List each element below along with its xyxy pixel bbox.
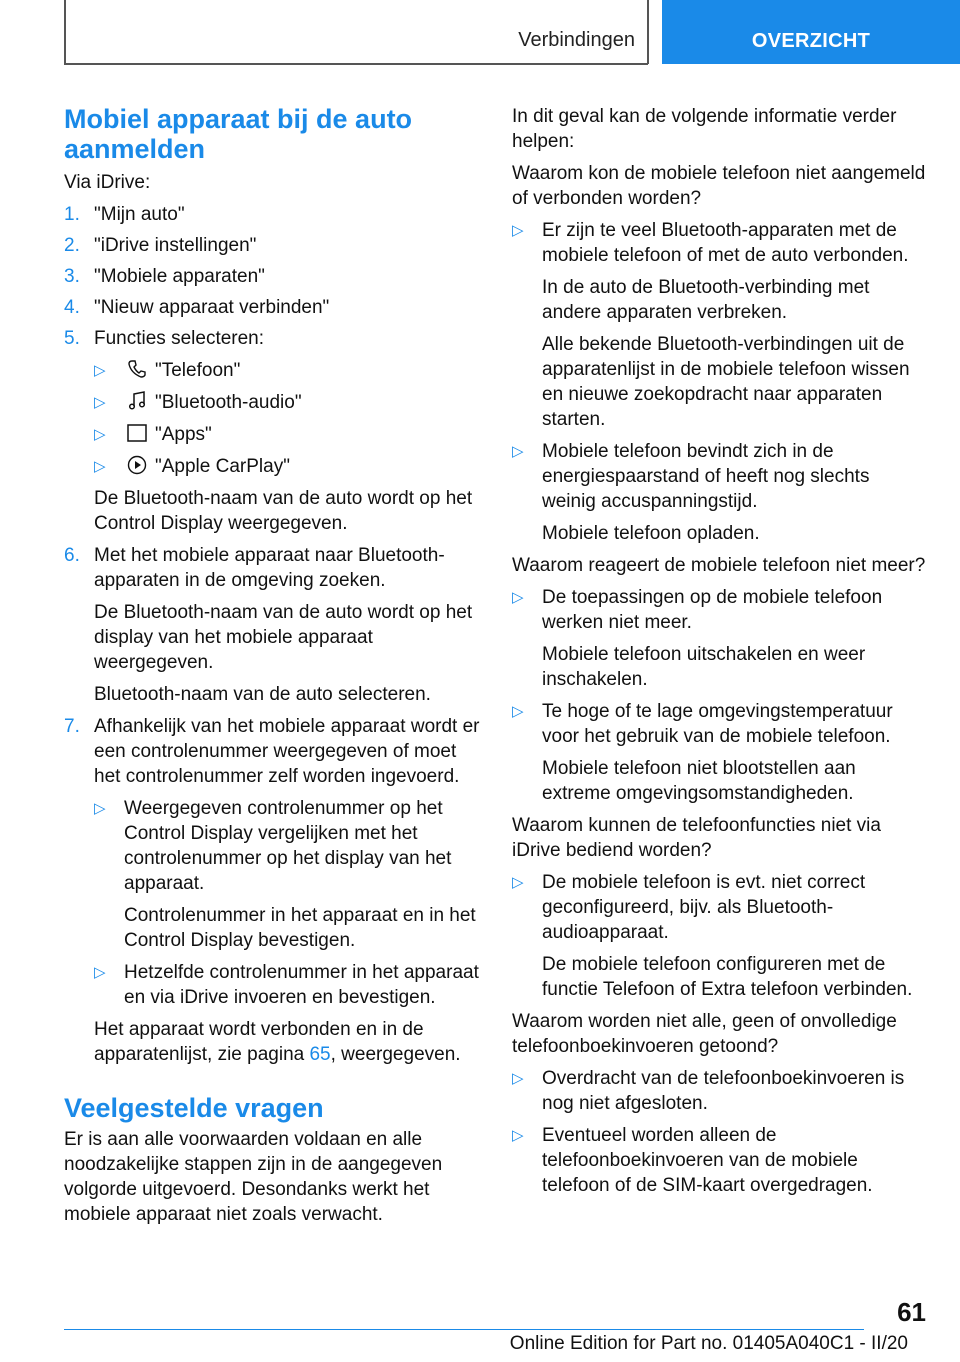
note-text: Het apparaat wordt verbonden en in de apparatenlijst, zie pagina bbox=[94, 1019, 424, 1065]
q2-answer-1 bbox=[512, 585, 928, 692]
step-text: Functies selecteren: bbox=[94, 328, 265, 349]
function-carplay bbox=[94, 454, 480, 479]
step-3 bbox=[64, 264, 480, 289]
step7-option-1 bbox=[94, 796, 480, 953]
music-note-icon bbox=[127, 391, 147, 411]
answer-action: Mobiele telefoon niet blootstellen aan extreme omgevingsomstandigheden. bbox=[542, 758, 856, 804]
step7-note bbox=[94, 1017, 480, 1067]
step-text: "Nieuw apparaat verbinden" bbox=[94, 297, 330, 318]
bullet-marker: ▷ bbox=[94, 426, 106, 443]
phone-icon bbox=[127, 359, 147, 379]
left-column bbox=[64, 104, 480, 1234]
question-4: Waarom worden niet alle, geen of onvolledige telefoonboekinvoeren getoond? bbox=[512, 1011, 897, 1057]
option-action: Controlenummer in het apparaat en in het Control Display bevestigen. bbox=[124, 905, 476, 951]
answer-action: Alle bekende Bluetooth-verbindingen uit de apparatenlijst in de mobiele telefoon wissen en nieuwe zoekopdracht naar apparaten starten. bbox=[542, 334, 910, 430]
faq-intro: Er is aan alle voorwaarden voldaan en alle noodzakelijke stappen zijn in de aangegeven volgorde uitgevoerd. Desondanks werkt het mobiele apparaat niet zoals verwacht. bbox=[64, 1129, 443, 1225]
step-7 bbox=[64, 714, 480, 1067]
bullet-marker: ▷ bbox=[512, 874, 524, 891]
answer-text: Te hoge of te lage omgevingstemperatuur voor het gebruik van de mobiele telefoon. bbox=[542, 701, 893, 747]
answer-action: Mobiele telefoon uitschakelen en weer inschakelen. bbox=[542, 644, 866, 690]
bullet-marker: ▷ bbox=[94, 362, 106, 379]
bullet-marker: ▷ bbox=[512, 1127, 524, 1144]
step-number: 1. bbox=[64, 204, 80, 225]
q4-answer-1 bbox=[512, 1066, 928, 1116]
header-section-title: Verbindingen bbox=[518, 29, 635, 51]
answer-text: Eventueel worden alleen de telefoonboekinvoeren van de mobiele telefoon of de SIM-kaart overgedragen. bbox=[542, 1125, 873, 1196]
function-bluetooth-audio bbox=[94, 390, 480, 415]
header-frame-left bbox=[64, 0, 66, 64]
answer-action: In de auto de Bluetooth-verbinding met andere apparaten verbreken. bbox=[542, 277, 870, 323]
right-column bbox=[512, 104, 928, 1205]
step-1 bbox=[64, 202, 480, 227]
option-text: Weergegeven controlenummer op het Control Display vergelijken met het controlenummer op het display van het apparaat. bbox=[124, 798, 452, 894]
step-2 bbox=[64, 233, 480, 258]
header-frame-right bbox=[647, 0, 649, 64]
function-label: "Bluetooth-audio" bbox=[155, 392, 302, 413]
answer-text: Mobiele telefoon bevindt zich in de energiespaarstand of heeft nog slechts weinig accuspanningstijd. bbox=[542, 441, 870, 512]
answer-text: Er zijn te veel Bluetooth-apparaten met de mobiele telefoon of met de auto verbonden. bbox=[542, 220, 909, 266]
step6-note: De Bluetooth-naam van de auto wordt op het display van het mobiele apparaat weergegeven. bbox=[94, 602, 473, 673]
answer-text: De mobiele telefoon is evt. niet correct geconfigureerd, bijv. als Bluetooth-audioapparaat. bbox=[542, 872, 866, 943]
step-text: Met het mobiele apparaat naar Bluetooth-apparaten in de omgeving zoeken. bbox=[94, 545, 445, 591]
section-title-aanmelden: Mobiel apparaat bij de auto aanmelden bbox=[64, 104, 413, 164]
page-link-65[interactable]: 65 bbox=[309, 1044, 331, 1065]
intro-text: Via iDrive: bbox=[64, 172, 151, 193]
header-tab-overzicht[interactable]: OVERZICHT bbox=[662, 0, 960, 64]
step-6 bbox=[64, 543, 480, 707]
answer-text: De toepassingen op de mobiele telefoon werken niet meer. bbox=[542, 587, 883, 633]
bullet-marker: ▷ bbox=[512, 703, 524, 720]
section-title-faq: Veelgestelde vragen bbox=[64, 1093, 324, 1123]
bullet-marker: ▷ bbox=[94, 394, 106, 411]
function-label: "Apps" bbox=[155, 424, 212, 445]
question-3: Waarom kunnen de telefoonfuncties niet via iDrive bediend worden? bbox=[512, 815, 881, 861]
header-frame-bottom bbox=[64, 63, 648, 65]
q1-answer-1 bbox=[512, 218, 928, 432]
step-number: 4. bbox=[64, 297, 80, 318]
step-4 bbox=[64, 295, 480, 320]
right-intro: In dit geval kan de volgende informatie verder helpen: bbox=[512, 106, 897, 152]
function-label: "Telefoon" bbox=[155, 360, 241, 381]
answer-action: Mobiele telefoon opladen. bbox=[542, 523, 760, 544]
step-text: "iDrive instellingen" bbox=[94, 235, 257, 256]
step-text: "Mobiele apparaten" bbox=[94, 266, 265, 287]
q2-answer-2 bbox=[512, 699, 928, 806]
apps-icon bbox=[127, 423, 147, 443]
bullet-marker: ▷ bbox=[94, 800, 106, 817]
answer-action: De mobiele telefoon configureren met de functie Telefoon of Extra telefoon verbinden. bbox=[542, 954, 913, 1000]
bullet-marker: ▷ bbox=[512, 589, 524, 606]
bullet-marker: ▷ bbox=[94, 458, 106, 475]
q3-answer-1 bbox=[512, 870, 928, 1002]
step5-note: De Bluetooth-naam van de auto wordt op het Control Display weergegeven. bbox=[94, 488, 473, 534]
step7-option-2 bbox=[94, 960, 480, 1010]
question-2: Waarom reageert de mobiele telefoon niet meer? bbox=[512, 555, 926, 576]
q4-answer-2 bbox=[512, 1123, 928, 1198]
step-text: "Mijn auto" bbox=[94, 204, 185, 225]
step-number: 2. bbox=[64, 235, 80, 256]
function-telefoon bbox=[94, 358, 480, 383]
bullet-marker: ▷ bbox=[94, 964, 106, 981]
q1-answer-2 bbox=[512, 439, 928, 546]
step-number: 6. bbox=[64, 545, 80, 566]
note-text: , weergegeven. bbox=[330, 1044, 461, 1065]
step-number: 5. bbox=[64, 328, 80, 349]
option-text: Hetzelfde controlenummer in het apparaat en via iDrive invoeren en bevestigen. bbox=[124, 962, 479, 1008]
footer-edition: Online Edition for Part no. 01405A040C1 - II/20 bbox=[509, 1333, 908, 1354]
bullet-marker: ▷ bbox=[512, 443, 524, 460]
step6-action: Bluetooth-naam van de auto selecteren. bbox=[94, 684, 431, 705]
function-apps bbox=[94, 422, 480, 447]
step-text: Afhankelijk van het mobiele apparaat wordt er een controlenummer weergegeven of moet het controlenummer zelf worden ingevoerd. bbox=[94, 716, 480, 787]
page-number: 61 bbox=[897, 1297, 926, 1327]
carplay-icon bbox=[127, 455, 147, 475]
bullet-marker: ▷ bbox=[512, 222, 524, 239]
bullet-marker: ▷ bbox=[512, 1070, 524, 1087]
question-1: Waarom kon de mobiele telefoon niet aangemeld of verbonden worden? bbox=[512, 163, 926, 209]
answer-text: Overdracht van de telefoonboekinvoeren is nog niet afgesloten. bbox=[542, 1068, 905, 1114]
step-5 bbox=[64, 326, 480, 536]
function-label: "Apple CarPlay" bbox=[155, 456, 290, 477]
step-number: 3. bbox=[64, 266, 80, 287]
footer-divider bbox=[64, 1329, 864, 1330]
step-number: 7. bbox=[64, 716, 80, 737]
